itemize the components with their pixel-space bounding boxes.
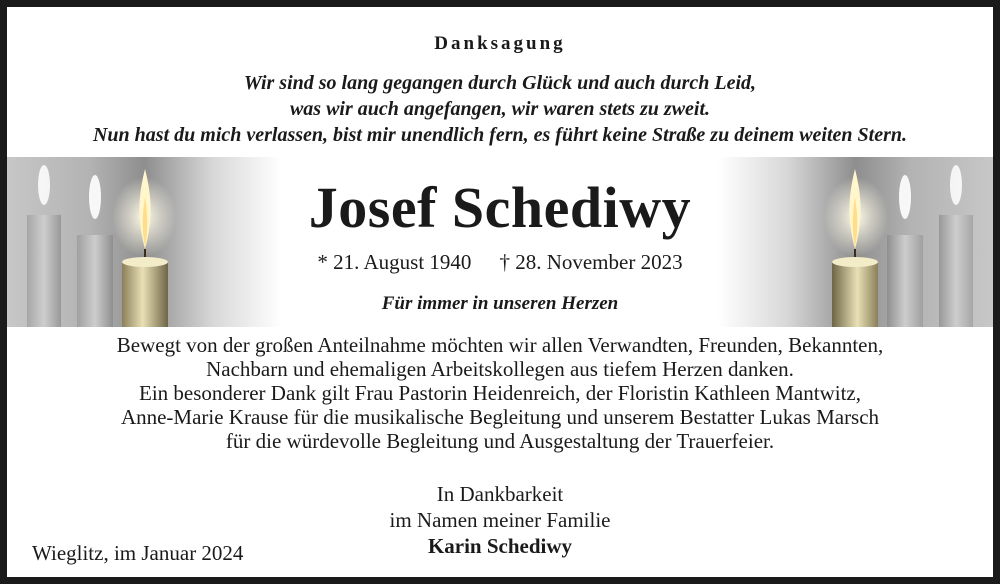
death-date: † 28. November 2023 (499, 250, 683, 274)
life-dates (7, 249, 993, 275)
place-date: Wieglitz, im Januar 2024 (32, 541, 244, 565)
poem-line: Nun hast du mich verlassen, bist mir unendlich fern, es führt keine Straße zu deinem weiten Stern. (92, 124, 907, 146)
heading: Danksagung (434, 33, 566, 54)
signature: Karin Schediwy (427, 534, 573, 558)
thanks-line: Anne-Marie Krause für die musikalische Begleitung und unserem Bestatter Lukas Marsch (120, 405, 880, 429)
poem-line: was wir auch angefangen, wir waren stets zu zweit. (289, 98, 711, 120)
poem (7, 70, 993, 148)
thanks-line: Bewegt von der großen Anteilnahme möchten wir allen Verwandten, Freunden, Bekannten, (116, 333, 884, 357)
thanks-text (7, 333, 993, 453)
thanks-line: Nachbarn und ehemaligen Arbeitskollegen aus tiefem Herzen danken. (206, 357, 794, 381)
thanks-line: für die würdevolle Begleitung und Ausgestaltung der Trauerfeier. (225, 429, 775, 453)
closing-line: im Namen meiner Familie (389, 508, 611, 532)
poem-line: Wir sind so lang gegangen durch Glück und auch durch Leid, (243, 72, 757, 94)
birth-date: * 21. August 1940 (317, 250, 472, 274)
motto: Für immer in unseren Herzen (381, 293, 619, 314)
closing-line: In Dankbarkeit (436, 482, 564, 506)
thanks-line: Ein besonderer Dank gilt Frau Pastorin Heidenreich, der Floristin Kathleen Mantwitz, (139, 381, 861, 405)
deceased-name: Josef Schediwy (308, 175, 692, 240)
